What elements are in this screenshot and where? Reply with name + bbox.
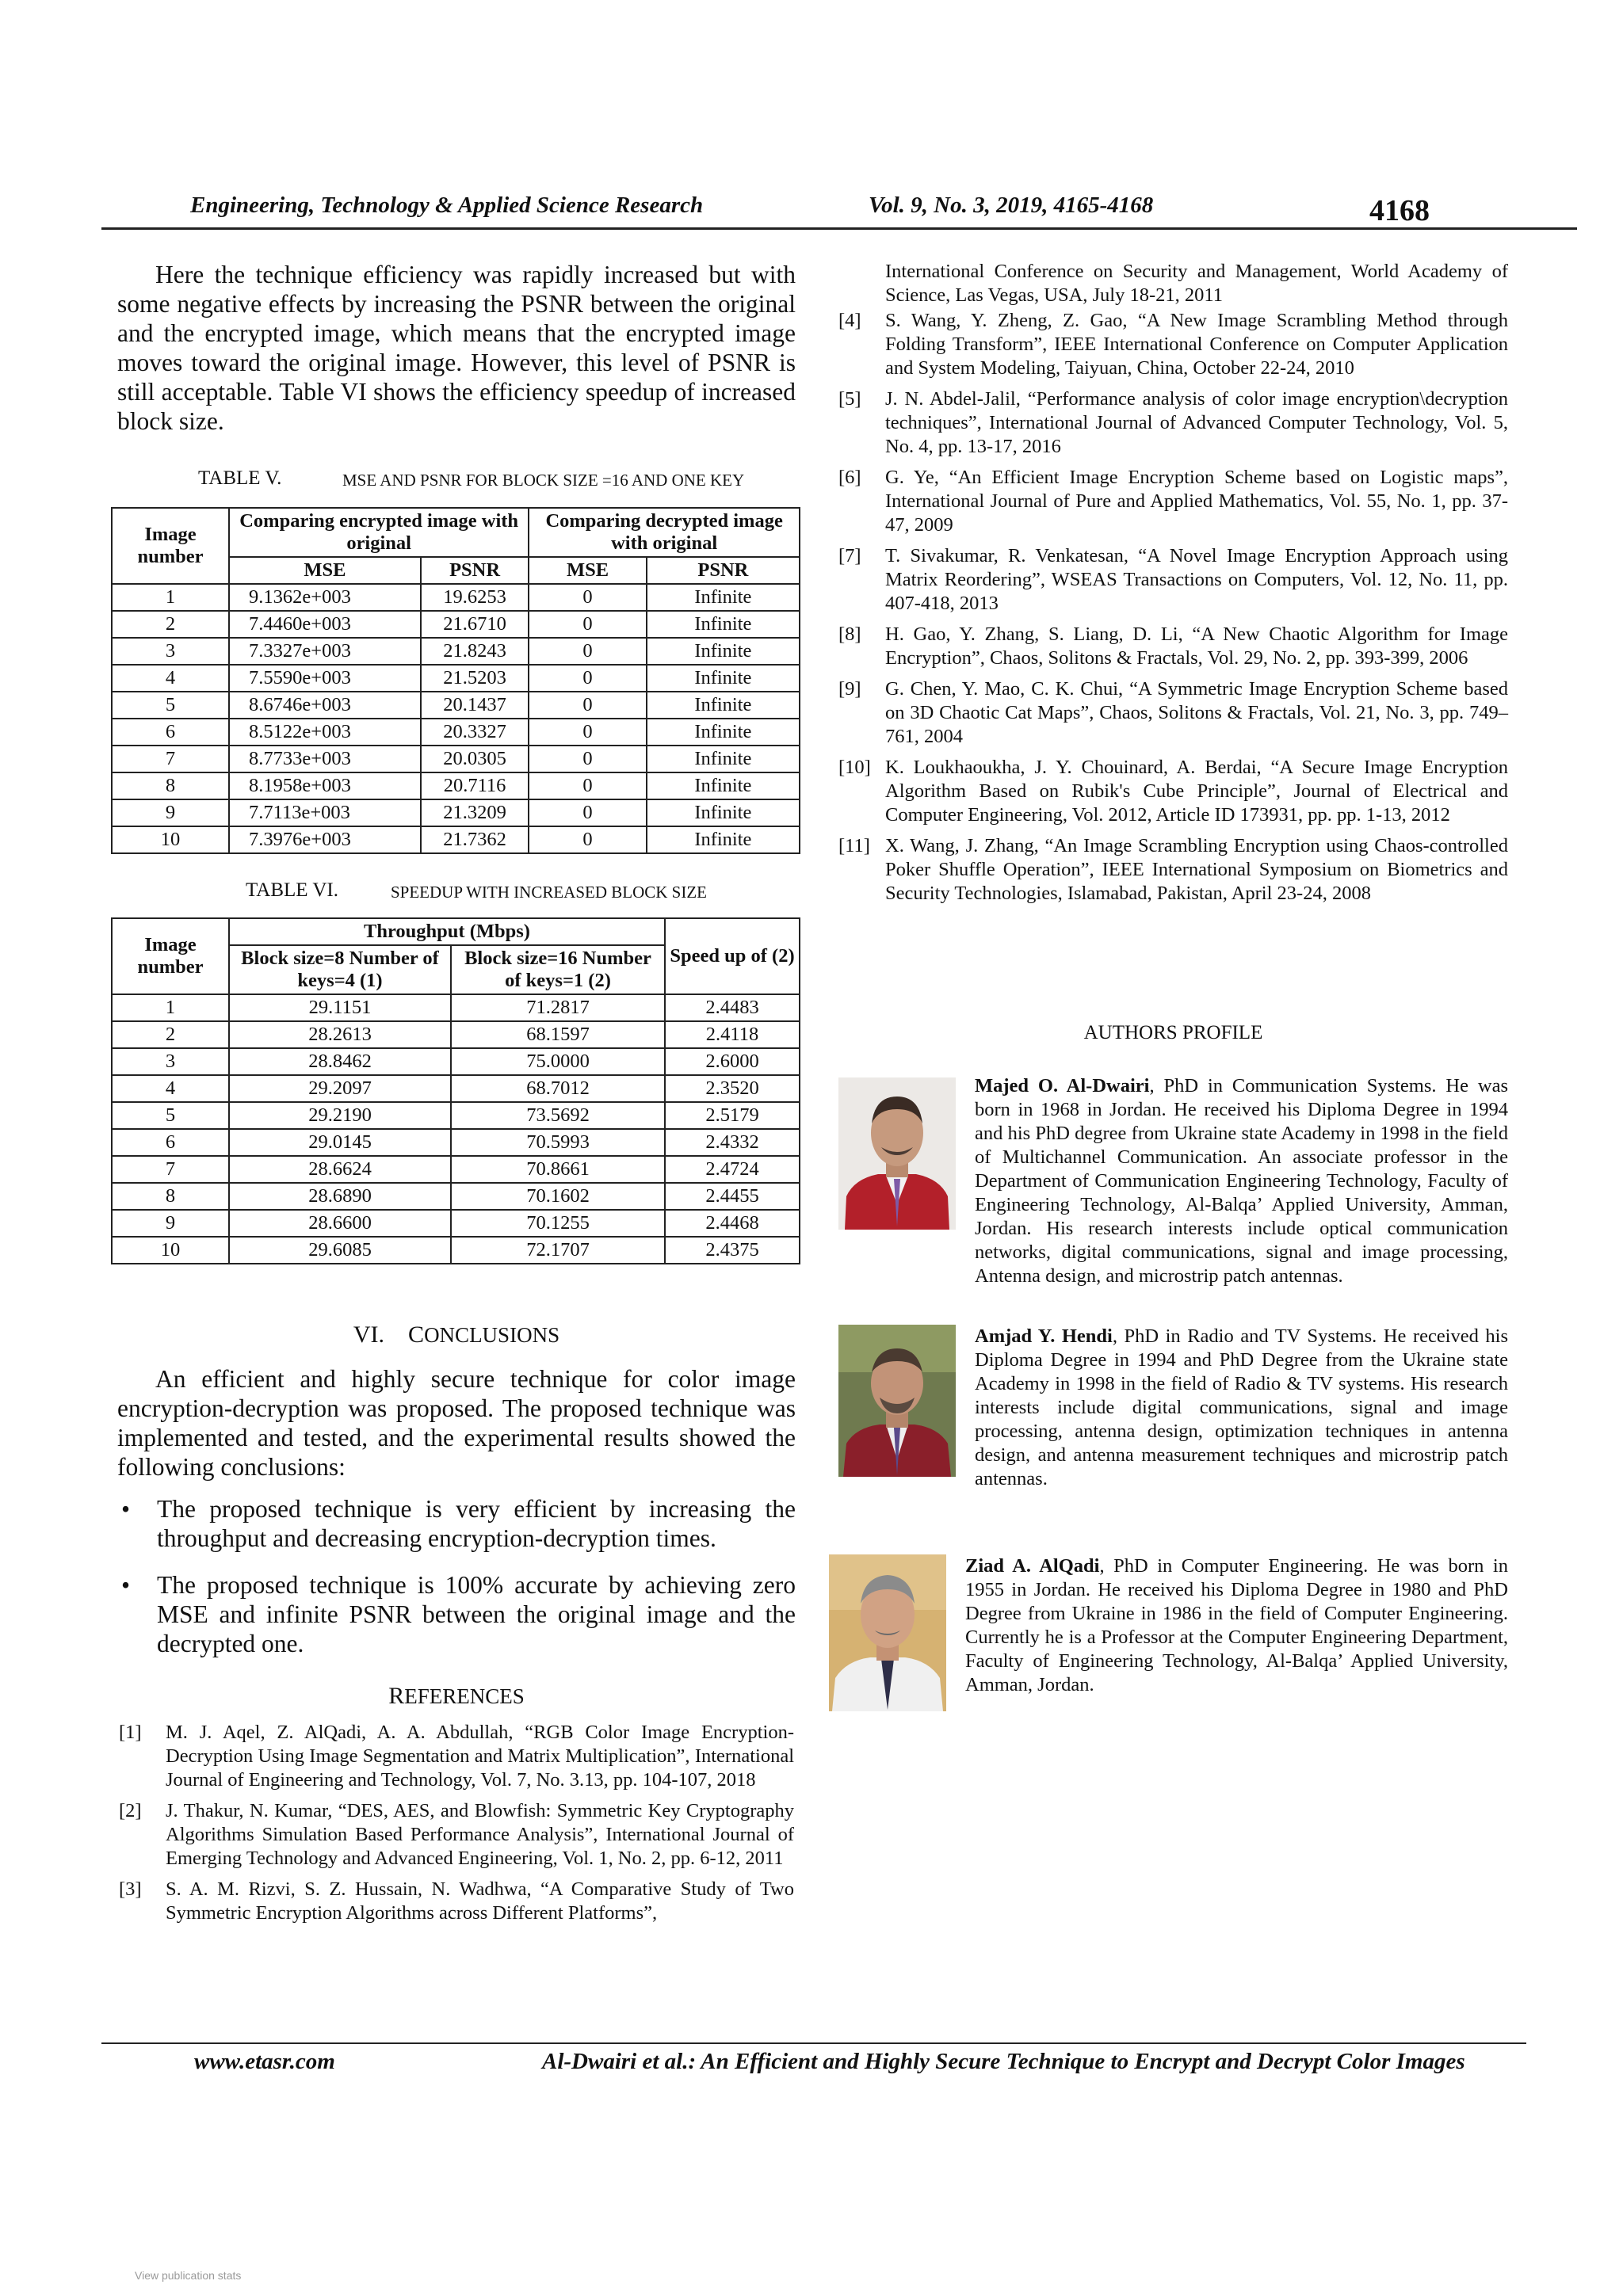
table5-cell: Infinite: [647, 692, 800, 719]
reference-text: J. N. Abdel-Jalil, “Performance analysis of color image encryption\decryption techniques”, International Journal of Advanced Computer Technology, Vol. 5, No. 4, pp. 13-17, 2016: [885, 388, 1508, 457]
reference-text: S. A. M. Rizvi, S. Z. Hussain, N. Wadhwa, “A Comparative Study of Two Symmetric Encryption Algorithms across Different Platforms”,: [166, 1878, 794, 1924]
reference-number: [9]: [838, 678, 861, 700]
table6-col-block16: Block size=16 Number of keys=1 (2): [451, 945, 665, 994]
table6-title: SPEEDUP WITH INCREASED BLOCK SIZE: [391, 883, 708, 902]
author-bio-ziad-top: [965, 1554, 1508, 1697]
running-header-volume: Vol. 9, No. 3, 2019, 4165-4168: [869, 193, 1154, 218]
reference-item: [838, 466, 1508, 537]
table5-cell: Infinite: [647, 584, 800, 611]
table6-row: [112, 1129, 800, 1156]
table5-cell: 0: [529, 638, 646, 665]
author-photo-ziad-icon: [829, 1554, 946, 1711]
conclusions-heading-first: C: [408, 1322, 425, 1348]
conclusions-heading: [117, 1322, 796, 1348]
table5-cell: 7.5590e+003: [229, 665, 421, 692]
table5-cell: Infinite: [647, 826, 800, 853]
table5-cell: 4: [112, 665, 229, 692]
table6-cell: 28.2613: [229, 1021, 451, 1048]
author-name-amjad: Amjad Y. Hendi: [975, 1325, 1113, 1347]
table6-cell: 71.2817: [451, 994, 665, 1021]
table5-sub-psnr-1: PSNR: [421, 557, 529, 584]
author-bio-majed-top: [975, 1074, 1508, 1288]
table5-cell: 7.4460e+003: [229, 611, 421, 638]
table5-cell: 8.1958e+003: [229, 772, 421, 799]
author-photo-amjad: [838, 1325, 956, 1477]
table5-row: [112, 826, 800, 853]
table5-cell: 8.6746e+003: [229, 692, 421, 719]
table6-cell: 10: [112, 1237, 229, 1264]
table6-cell: 29.2097: [229, 1075, 451, 1102]
table5-body: [112, 584, 800, 853]
table5-cell: 8.5122e+003: [229, 719, 421, 746]
references-heading: [117, 1683, 796, 1710]
table5-sub-mse-2: MSE: [529, 557, 646, 584]
table5-cell: 20.1437: [421, 692, 529, 719]
table5-row: [112, 611, 800, 638]
table6-cell: 2.4332: [665, 1129, 800, 1156]
table6-cell: 6: [112, 1129, 229, 1156]
reference-number: [8]: [838, 624, 861, 645]
author-photo-majed-icon: [838, 1077, 956, 1230]
table5-col-image: Image number: [112, 508, 229, 584]
table6-caption: [246, 879, 338, 902]
table5-cell: Infinite: [647, 719, 800, 746]
view-publication-stats-link[interactable]: View publication stats: [135, 2269, 242, 2282]
table6-row: [112, 1210, 800, 1237]
reference-text: M. J. Aqel, Z. AlQadi, A. A. Abdullah, “RGB Color Image Encryption-Decryption Using Image Segmentation and Matrix Multiplication”, International Journal of Engineering and Technology, Vol. 7, No. 3.13, pp. 104-107, 2018: [166, 1722, 794, 1791]
reference-item: [838, 834, 1508, 906]
table5-sub-psnr-2: PSNR: [647, 557, 800, 584]
conclusion-bullet: • The proposed technique is 100% accurate by achieving zero MSE and infinite PSNR between the original image and the decrypted one.: [121, 1571, 796, 1657]
table6-title-wrap: [391, 881, 707, 903]
table5-cell: 7.3976e+003: [229, 826, 421, 853]
reference-item: [838, 544, 1508, 616]
table5-cell: 0: [529, 719, 646, 746]
table5-cell: 21.7362: [421, 826, 529, 853]
conclusions-paragraph: An efficient and highly secure technique for color image encryption-decryption was proposed. The proposed technique was implemented and tested, and the experimental results showed the following conclusions:: [117, 1365, 796, 1481]
reference-item: [838, 387, 1508, 459]
reference-number: [10]: [838, 757, 871, 778]
author-bio-amjad: , PhD in Radio and TV Systems. He received his Diploma Degree in 1994 and PhD Degree from the Ukraine state Academy in 1998 in the field of Radio & TV systems. His research interests include digital communications, signal and image processing, antenna design, optimization techniques in antenna design, and antenna measurement techniques and microstrip patch antennas.: [975, 1325, 1508, 1489]
reference-text: G. Chen, Y. Mao, C. K. Chui, “A Symmetric Image Encryption Scheme based on 3D Chaotic Cat Maps”, Chaos, Solitons & Fractals, Vol. 21, No. 3, pp. 749–761, 2004: [885, 678, 1508, 747]
table5-caption: [198, 467, 281, 490]
table5-cell: Infinite: [647, 611, 800, 638]
reference-text: J. Thakur, N. Kumar, “DES, AES, and Blowfish: Symmetric Key Cryptography Algorithms Simulation Based Performance Analysis”, International Journal of Emerging Technology and Advanced Engineering, Vol. 1, No. 2, pp. 6-12, 2011: [166, 1800, 794, 1869]
table5-cell: 19.6253: [421, 584, 529, 611]
table5-cell: Infinite: [647, 746, 800, 772]
table6-row: [112, 1075, 800, 1102]
table6-cell: 9: [112, 1210, 229, 1237]
author-photo-amjad-icon: [838, 1325, 956, 1477]
table6-col-image: Image number: [112, 918, 229, 994]
table6-group-throughput: Throughput (Mbps): [229, 918, 665, 945]
table6-cell: 29.2190: [229, 1102, 451, 1129]
table5-row: [112, 665, 800, 692]
table5-cell: 0: [529, 692, 646, 719]
running-header-journal: Engineering, Technology & Applied Science Research: [190, 193, 704, 218]
reference-number: [7]: [838, 545, 861, 566]
table6-cell: 29.1151: [229, 994, 451, 1021]
author-bio-majed: , PhD in Communication Systems. He was born in 1968 in Jordan. He received his Diploma Degree in 1994 and his PhD degree from Ukraine state Academy in 1998 in the field of Multichannel Communication. An associate professor in the Department of Communication Engineering Technology, Faculty of Engineering Technology, Al-Balqa’ Applied University, Amman, Jordan. His research interests include optical communication networks, digital communications, signal and image processing, Antenna design, and microstrip patch antennas.: [975, 1075, 1508, 1287]
table5-label: TABLE V.: [198, 467, 282, 489]
author-photo-majed: [838, 1077, 956, 1230]
footer-running-title: Al-Dwairi et al.: An Efficient and Highly Secure Technique to Encrypt and Decrypt Color Images: [542, 2049, 1465, 2074]
table6-cell: 70.5993: [451, 1129, 665, 1156]
table5-cell: 0: [529, 772, 646, 799]
reference-3-continuation: International Conference on Security and Management, World Academy of Science, Las Vegas, USA, July 18-21, 2011: [885, 261, 1508, 306]
table6-body: [112, 994, 800, 1264]
table6-cell: 2.4455: [665, 1183, 800, 1210]
table6-cell: 2.4468: [665, 1210, 800, 1237]
table6-row: [112, 994, 800, 1021]
intro-paragraph: Here the technique efficiency was rapidly increased but with some negative effects by increasing the PSNR between the original and the encrypted image, which means that the encrypted image moves toward the original image. However, this level of PSNR is still acceptable. Table VI shows the efficiency speedup of increased block size.: [117, 261, 796, 435]
table6-cell: 68.7012: [451, 1075, 665, 1102]
table5-cell: Infinite: [647, 772, 800, 799]
table6-cell: 8: [112, 1183, 229, 1210]
authors-heading: AUTHORS PROFILE: [1083, 1022, 1263, 1043]
table5-cell: 0: [529, 665, 646, 692]
table6-cell: 75.0000: [451, 1048, 665, 1075]
table5-cell: 21.6710: [421, 611, 529, 638]
table5-cell: 3: [112, 638, 229, 665]
table5-cell: 7: [112, 746, 229, 772]
bullet-dot-icon: •: [121, 1571, 131, 1599]
footer-rule: [101, 2042, 1526, 2044]
table6-cell: 4: [112, 1075, 229, 1102]
table6-cell: 2.5179: [665, 1102, 800, 1129]
reference-text: X. Wang, J. Zhang, “An Image Scrambling Encryption using Chaos-controlled Poker Shuffle Operation”, IEEE International Symposium on Biometrics and Security Technologies, Islamabad, Pakistan, April 23-24, 2008: [885, 835, 1508, 904]
table5-cell: 1: [112, 584, 229, 611]
conclusions-heading-rest: ONCLUSIONS: [424, 1323, 560, 1347]
reference-text: K. Loukhaoukha, J. Y. Chouinard, A. Berdai, “A Secure Image Encryption Algorithm Based on Rubik's Cube Principle”, Journal of Electrical and Computer Engineering, Vol. 2012, Article ID 173931, pp. pp. 1-13, 2012: [885, 757, 1508, 826]
table5-cell: 7.3327e+003: [229, 638, 421, 665]
table6-row: [112, 1021, 800, 1048]
references-left-column: [119, 1721, 794, 1932]
table6-cell: 2.4118: [665, 1021, 800, 1048]
page-number: 4168: [1369, 194, 1430, 227]
table6-row: [112, 1156, 800, 1183]
table6-cell: 28.6600: [229, 1210, 451, 1237]
table6-label: TABLE VI.: [246, 879, 338, 901]
table5-cell: 20.7116: [421, 772, 529, 799]
table5-cell: 8.7733e+003: [229, 746, 421, 772]
table6-cell: 72.1707: [451, 1237, 665, 1264]
table6-col-block8: Block size=8 Number of keys=4 (1): [229, 945, 451, 994]
table5-cell: Infinite: [647, 799, 800, 826]
table5-cell: 21.3209: [421, 799, 529, 826]
references-heading-first: R: [388, 1683, 405, 1709]
table5-cell: 20.0305: [421, 746, 529, 772]
table5-cell: 0: [529, 611, 646, 638]
reference-number: [1]: [119, 1722, 142, 1743]
table5-cell: 0: [529, 746, 646, 772]
author-bio-ziad: , PhD in Computer Engineering. He was born in 1955 in Jordan. He received his Diploma Degree in 1980 and PhD Degree from Ukraine in 1986 in the field of Computer Engineering. Currently he is a Professor at the Computer Engineering Department, Faculty of Engineering Technology, Al-Balqa’ Applied University, Amman, Jordan.: [965, 1555, 1508, 1695]
author-name-ziad: Ziad A. AlQadi: [965, 1555, 1100, 1577]
footer-site[interactable]: www.etasr.com: [194, 2049, 335, 2074]
reference-number: [11]: [838, 835, 870, 856]
table5-sub-mse-1: MSE: [229, 557, 421, 584]
table6-cell: 7: [112, 1156, 229, 1183]
table5-cell: 0: [529, 584, 646, 611]
table5-title-wrap: [342, 469, 744, 491]
header-rule: [101, 227, 1577, 230]
reference-item: [119, 1878, 794, 1925]
conclusions-number: VI.: [353, 1322, 385, 1348]
table5-group-encrypted: Comparing encrypted image with original: [229, 508, 529, 557]
author-name-majed: Majed O. Al-Dwairi: [975, 1075, 1150, 1097]
table6-cell: 29.0145: [229, 1129, 451, 1156]
table6-cell: 68.1597: [451, 1021, 665, 1048]
table5-cell: 20.3327: [421, 719, 529, 746]
table5-cell: 9: [112, 799, 229, 826]
table6-cell: 3: [112, 1048, 229, 1075]
reference-text: H. Gao, Y. Zhang, S. Liang, D. Li, “A New Chaotic Algorithm for Image Encryption”, Chaos, Solitons & Fractals, Vol. 29, No. 2, pp. 393-399, 2006: [885, 624, 1508, 669]
reference-item: [838, 756, 1508, 827]
table6-cell: 1: [112, 994, 229, 1021]
table6-cell: 70.1255: [451, 1210, 665, 1237]
table5-cell: 0: [529, 799, 646, 826]
table6-col-speedup: Speed up of (2): [665, 918, 800, 994]
table6-cell: 70.8661: [451, 1156, 665, 1183]
table5-cell: 7.7113e+003: [229, 799, 421, 826]
table5-row: [112, 692, 800, 719]
table6-cell: 2.4483: [665, 994, 800, 1021]
bullet-dot-icon: •: [121, 1495, 131, 1523]
table5-cell: 21.8243: [421, 638, 529, 665]
reference-number: [6]: [838, 467, 861, 488]
table6-row: [112, 1183, 800, 1210]
table6-cell: 2: [112, 1021, 229, 1048]
table6-cell: 28.6624: [229, 1156, 451, 1183]
table5-row: [112, 638, 800, 665]
conclusions-bullets: [117, 1494, 796, 1676]
table6-cell: 2.6000: [665, 1048, 800, 1075]
table5: [111, 507, 800, 854]
table5-cell: 9.1362e+003: [229, 584, 421, 611]
table6-row: [112, 1048, 800, 1075]
reference-item: [838, 623, 1508, 670]
table5-cell: 5: [112, 692, 229, 719]
table5-cell: Infinite: [647, 665, 800, 692]
reference-text: S. Wang, Y. Zheng, Z. Gao, “A New Image Scrambling Method through Folding Transform”, IEEE International Conference on Computer Application and System Modeling, Taiyuan, China, October 22-24, 2010: [885, 310, 1508, 379]
conclusion-bullet: • The proposed technique is very efficient by increasing the throughput and decreasing encryption-decryption times.: [121, 1495, 796, 1552]
table5-row: [112, 799, 800, 826]
references-right-column: [838, 309, 1508, 913]
table5-cell: 0: [529, 826, 646, 853]
table5-cell: 10: [112, 826, 229, 853]
table5-cell: 8: [112, 772, 229, 799]
table6-row: [112, 1237, 800, 1264]
reference-item: [119, 1799, 794, 1871]
table6-cell: 28.8462: [229, 1048, 451, 1075]
table5-group-decrypted: Comparing decrypted image with original: [529, 508, 800, 557]
table5-title: MSE AND PSNR FOR BLOCK SIZE =16 AND ONE KEY: [342, 471, 745, 490]
reference-number: [4]: [838, 310, 861, 331]
table5-row: [112, 719, 800, 746]
references-heading-rest: EFERENCES: [404, 1684, 525, 1708]
author-bio-amjad-top: [975, 1325, 1508, 1491]
reference-item: [838, 309, 1508, 380]
reference-text: G. Ye, “An Efficient Image Encryption Scheme based on Logistic maps”, International Journal of Pure and Applied Mathematics, Vol. 55, No. 1, pp. 37-47, 2009: [885, 467, 1508, 536]
reference-number: [5]: [838, 388, 861, 410]
reference-number: [2]: [119, 1800, 142, 1821]
table6: [111, 917, 800, 1264]
table5-cell: 21.5203: [421, 665, 529, 692]
table6-cell: 2.3520: [665, 1075, 800, 1102]
table5-cell: Infinite: [647, 638, 800, 665]
reference-item: [838, 677, 1508, 749]
table6-cell: 2.4724: [665, 1156, 800, 1183]
reference-text: T. Sivakumar, R. Venkatesan, “A Novel Image Encryption Approach using Matrix Reordering”, WSEAS Transactions on Computers, Vol. 12, No. 11, pp. 407-418, 2013: [885, 545, 1508, 614]
table6-row: [112, 1102, 800, 1129]
table5-cell: 6: [112, 719, 229, 746]
table5-row: [112, 746, 800, 772]
reference-item: [119, 1721, 794, 1792]
table6-cell: 28.6890: [229, 1183, 451, 1210]
reference-number: [3]: [119, 1878, 142, 1900]
table6-cell: 70.1602: [451, 1183, 665, 1210]
table5-cell: 2: [112, 611, 229, 638]
table6-cell: 2.4375: [665, 1237, 800, 1264]
author-photo-ziad: [829, 1554, 946, 1711]
table6-cell: 5: [112, 1102, 229, 1129]
table6-cell: 73.5692: [451, 1102, 665, 1129]
table5-row: [112, 772, 800, 799]
table5-row: [112, 584, 800, 611]
table6-cell: 29.6085: [229, 1237, 451, 1264]
